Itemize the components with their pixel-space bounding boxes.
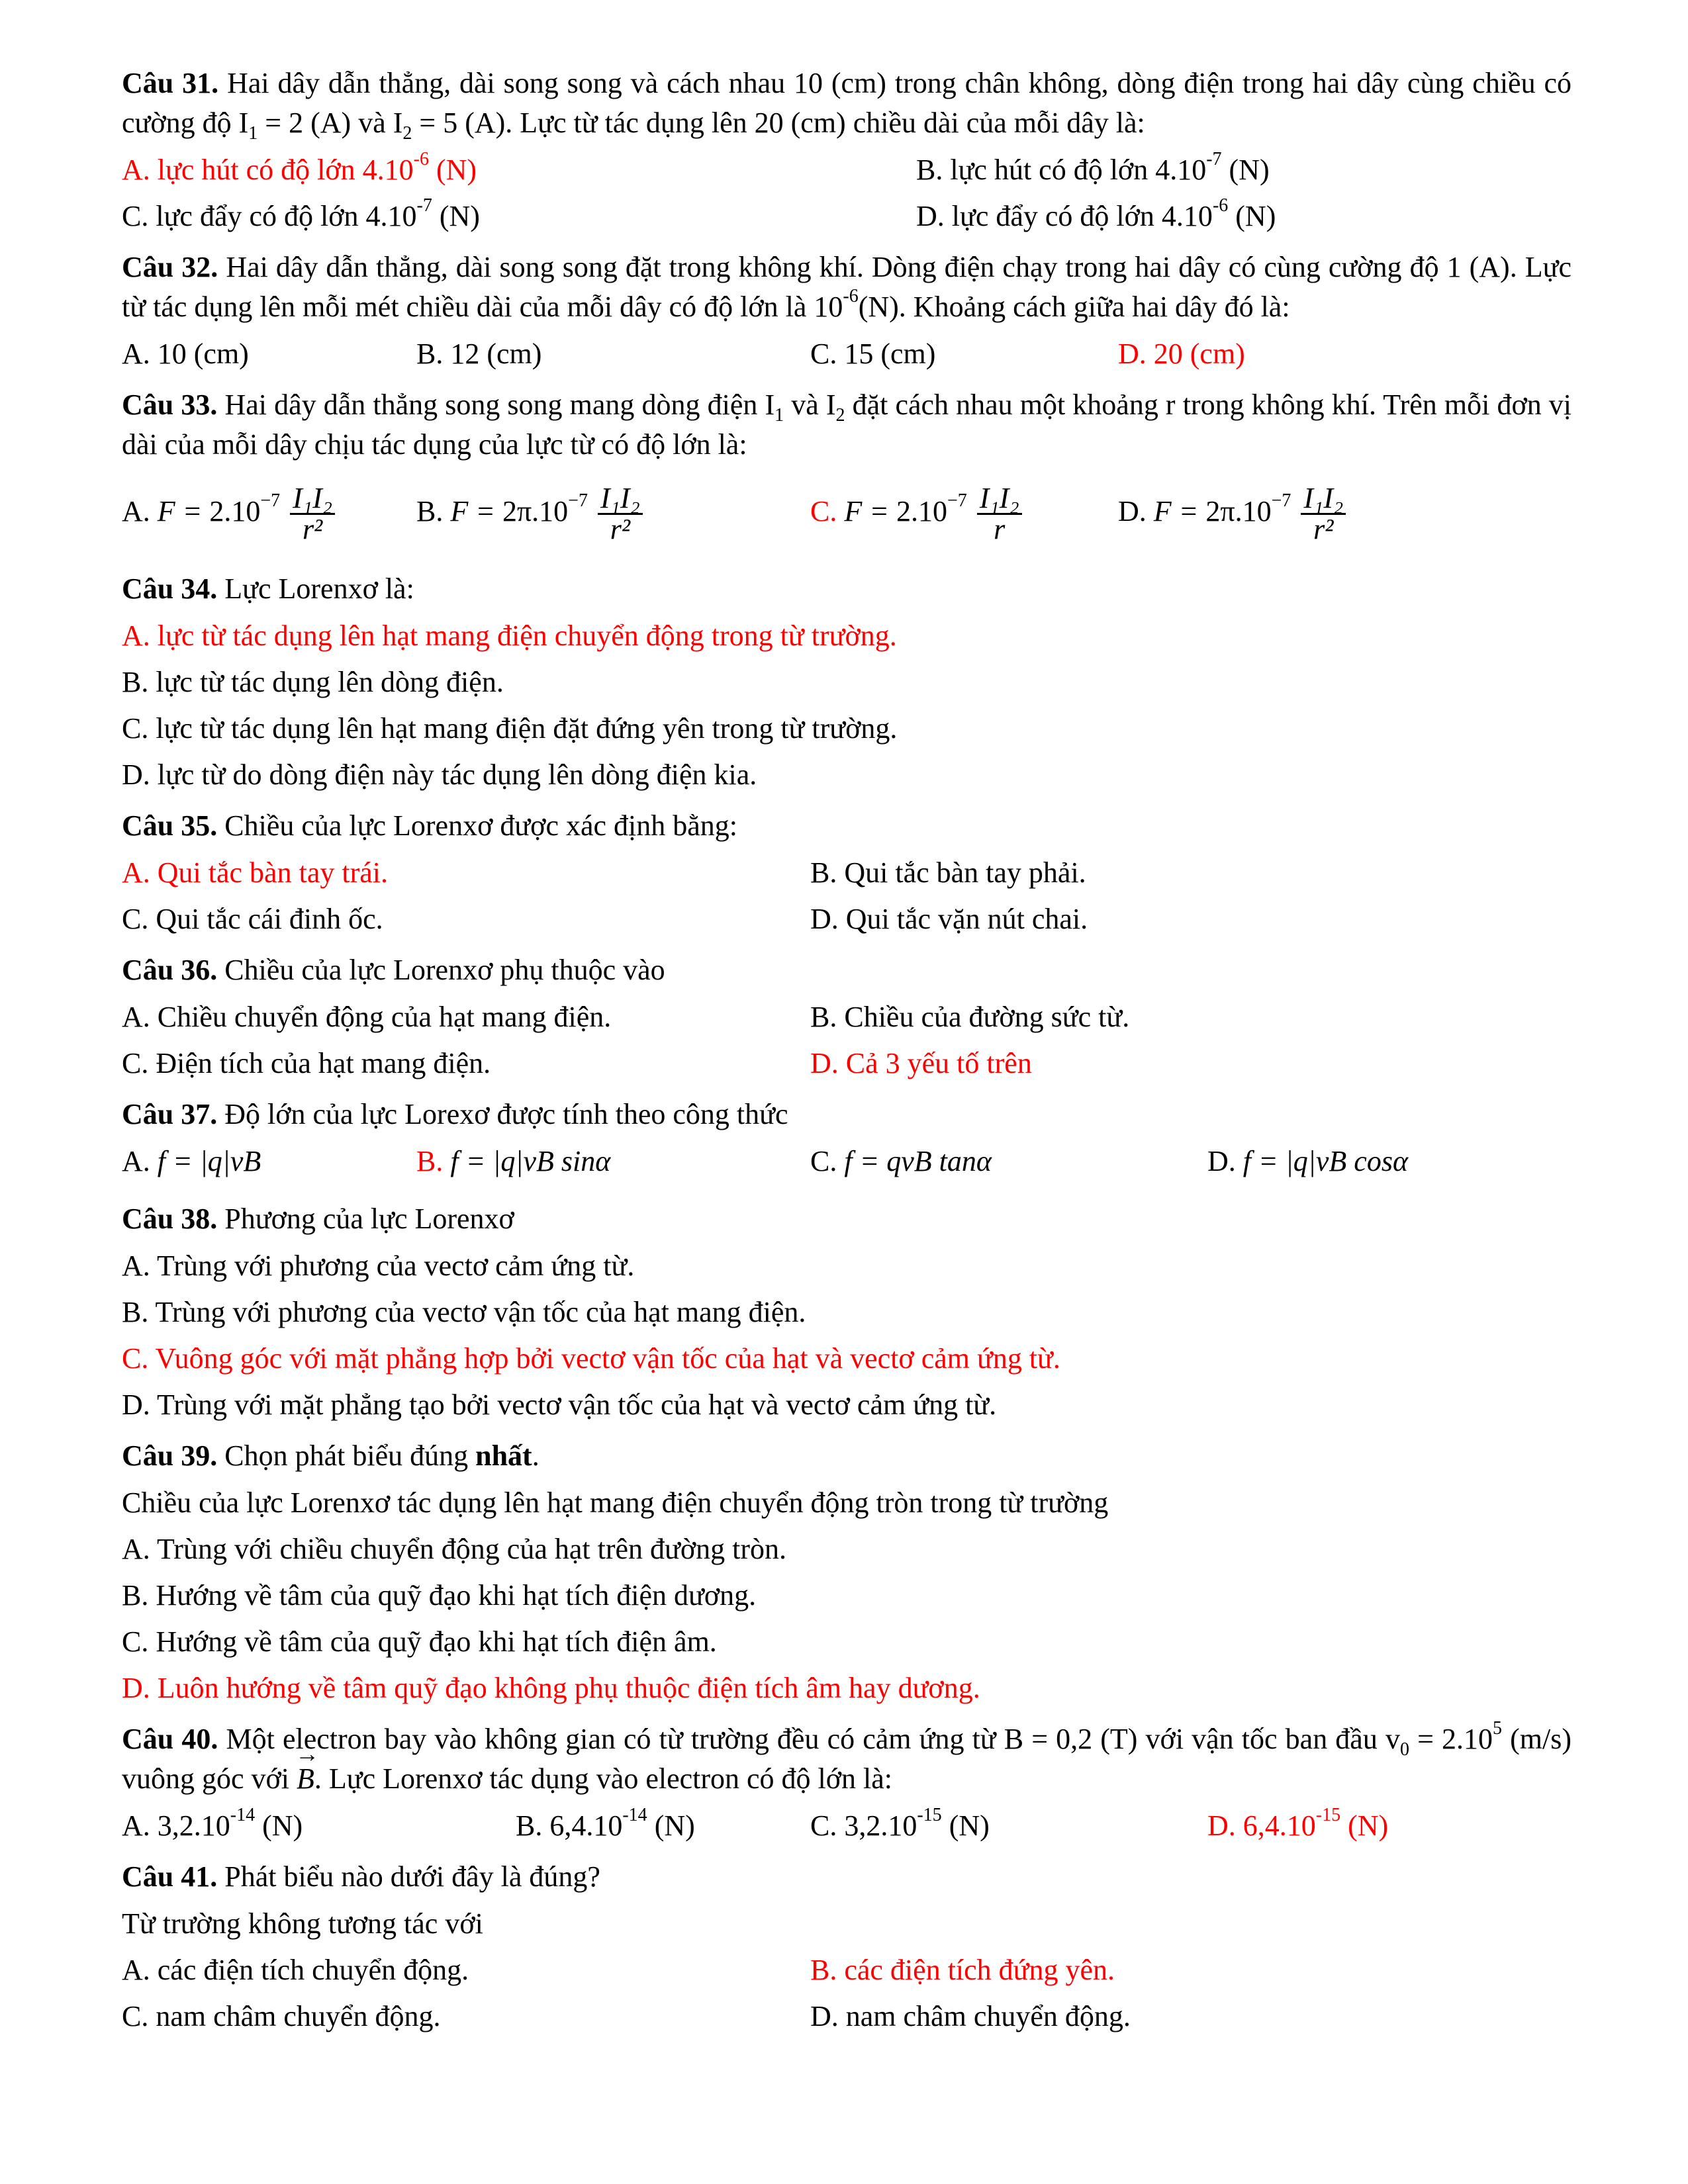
question-label: Câu 34. bbox=[122, 572, 218, 605]
option-d[interactable]: D. Cả 3 yếu tố trên bbox=[810, 1047, 1032, 1079]
option-d[interactable]: D. Qui tắc vặn nút chai. bbox=[810, 903, 1088, 935]
option-b[interactable]: B. 12 (cm) bbox=[416, 338, 542, 370]
option-c[interactable]: C. lực từ tác dụng lên hạt mang điện đặt đứng yên trong từ trường. bbox=[122, 712, 898, 745]
question-label: Câu 31. bbox=[122, 67, 219, 99]
option-d[interactable]: D. Luôn hướng về tâm quỹ đạo không phụ thuộc điện tích âm hay dương. bbox=[122, 1672, 980, 1704]
option-d[interactable]: D. $F = 2\pi.10^{-7}$ $\frac{\text{I₁I₂}}{\text{r²}}$ bbox=[1118, 482, 1348, 544]
question-32 bbox=[122, 248, 1571, 377]
option-b[interactable]: B. Trùng với phương của vectơ vận tốc của hạt mang điện. bbox=[122, 1296, 806, 1328]
question-label: Câu 32. bbox=[122, 251, 218, 283]
option-b[interactable]: B. $F = 2\pi.10^{-7}$ $\frac{\text{I₁I₂}}{\text{r²}}$ bbox=[416, 482, 645, 544]
question-39 bbox=[122, 1436, 1571, 1711]
option-a[interactable]: A. Chiều chuyển động của hạt mang điện. bbox=[122, 1001, 612, 1033]
option-b[interactable]: B. Hướng về tâm của quỹ đạo khi hạt tích điện dương. bbox=[122, 1579, 757, 1612]
question-37 bbox=[122, 1095, 1571, 1191]
option-a[interactable]: A. lực từ tác dụng lên hạt mang điện chuyển động trong từ trường. bbox=[122, 619, 897, 652]
question-41 bbox=[122, 1857, 1571, 2040]
question-stem: Câu 40. Một electron bay vào không gian có từ trường đều có cảm ứng từ B = 0,2 (T) với vận tốc ban đầu $v_0 = 2.10^5$ (m/s) vuông góc với → B. Lực Lorenxơ tác dụng vào electron có độ lớn là: bbox=[122, 1719, 1571, 1799]
question-40 bbox=[122, 1719, 1571, 1849]
option-a[interactable]: A. các điện tích chuyển động. bbox=[122, 1954, 469, 1986]
option-c[interactable]: C. f = qvB tanα bbox=[810, 1145, 992, 1177]
option-b[interactable]: B. các điện tích đứng yên. bbox=[810, 1954, 1115, 1986]
option-d[interactable]: D. Trùng với mặt phẳng tạo bởi vectơ vận tốc của hạt và vectơ cảm ứng từ. bbox=[122, 1388, 997, 1421]
option-a[interactable]: A. 10 (cm) bbox=[122, 338, 249, 370]
option-d[interactable]: D. nam châm chuyển động. bbox=[810, 2000, 1131, 2032]
vector-b-symbol: → B bbox=[297, 1759, 314, 1799]
question-label: Câu 36. bbox=[122, 954, 218, 986]
option-c[interactable]: C. Hướng về tâm của quỹ đạo khi hạt tích điện âm. bbox=[122, 1625, 717, 1658]
option-b[interactable]: B. Qui tắc bàn tay phải. bbox=[810, 856, 1086, 889]
option-b[interactable]: B. lực từ tác dụng lên dòng điện. bbox=[122, 666, 504, 698]
question-label: Câu 35. bbox=[122, 809, 218, 842]
option-a[interactable]: A. Trùng với phương của vectơ cảm ứng từ. bbox=[122, 1250, 635, 1282]
question-stem: Câu 32. Hai dây dẫn thẳng, dài song song đặt trong không khí. Dòng điện chạy trong hai dây có cùng cường độ 1 (A). Lực từ tác dụng lên mỗi mét chiều dài của mỗi dây có độ lớn là $10^{-6}(N)$. Khoảng cách giữa hai dây đó là: bbox=[122, 251, 1571, 323]
option-d[interactable]: D. f = |q|vB cosα bbox=[1207, 1145, 1409, 1177]
question-stem: Câu 37. Độ lớn của lực Lorexơ được tính theo công thức bbox=[122, 1098, 788, 1130]
question-stem: Câu 31. Hai dây dẫn thẳng, dài song song và cách nhau 10 (cm) trong chân không, dòng điện trong hai dây cùng chiều có cường độ $I_1 = 2$ (A) và $I_2 = 5$ (A). Lực từ tác dụng lên 20 (cm) chiều dài của mỗi dây là: bbox=[122, 67, 1572, 144]
question-38 bbox=[122, 1199, 1571, 1428]
option-c[interactable]: C. Vuông góc với mặt phẳng hợp bởi vectơ vận tốc của hạt và vectơ cảm ứng từ. bbox=[122, 1342, 1060, 1375]
question-label: Câu 39. bbox=[122, 1439, 218, 1472]
question-31 bbox=[122, 64, 1571, 240]
question-35 bbox=[122, 806, 1571, 942]
question-stem: Câu 36. Chiều của lực Lorenxơ phụ thuộc vào bbox=[122, 954, 665, 986]
option-b[interactable]: B. $6,4.10^{-14}$ (N) bbox=[516, 1805, 695, 1842]
option-d[interactable]: D. $6,4.10^{-15}$ (N) bbox=[1207, 1805, 1389, 1842]
option-a[interactable]: A. Trùng với chiều chuyển động của hạt trên đường tròn. bbox=[122, 1533, 787, 1565]
option-c[interactable]: C. Điện tích của hạt mang điện. bbox=[122, 1047, 491, 1079]
question-36 bbox=[122, 950, 1571, 1087]
question-stem: Câu 38. Phương của lực Lorenxơ bbox=[122, 1203, 514, 1235]
option-c[interactable]: C. Qui tắc cái đinh ốc. bbox=[122, 903, 383, 935]
question-label: Câu 41. bbox=[122, 1860, 218, 1893]
question-label: Câu 38. bbox=[122, 1203, 218, 1235]
question-stem: Câu 41. Phát biểu nào dưới đây là đúng? bbox=[122, 1860, 600, 1893]
option-d[interactable]: D. lực đẩy có độ lớn $4.10^{-6}$ (N) bbox=[916, 195, 1276, 232]
worksheet-page bbox=[122, 56, 1571, 2040]
question-33 bbox=[122, 385, 1571, 561]
question-stem: Câu 35. Chiều của lực Lorenxơ được xác định bằng: bbox=[122, 809, 738, 842]
option-d[interactable]: D. lực từ do dòng điện này tác dụng lên dòng điện kia. bbox=[122, 758, 757, 791]
question-substem: Từ trường không tương tác với bbox=[122, 1907, 483, 1940]
option-c[interactable]: C. 15 (cm) bbox=[810, 338, 936, 370]
option-a[interactable]: A. $F = 2.10^{-7}$ $\frac{\text{I₁I₂}}{\text{r²}}$ bbox=[122, 482, 338, 544]
option-c[interactable]: C. lực đẩy có độ lớn $4.10^{-7}$ (N) bbox=[122, 195, 480, 232]
option-a[interactable]: A. $3,2.10^{-14}$ (N) bbox=[122, 1805, 303, 1842]
option-a[interactable]: A. Qui tắc bàn tay trái. bbox=[122, 856, 388, 889]
option-b[interactable]: B. f = |q|vB sinα bbox=[416, 1145, 611, 1177]
option-b[interactable]: B. Chiều của đường sức từ. bbox=[810, 1001, 1130, 1033]
option-c[interactable]: C. $3,2.10^{-15}$ (N) bbox=[810, 1805, 990, 1842]
question-stem: Câu 39. Chọn phát biểu đúng nhất. bbox=[122, 1439, 539, 1472]
option-b[interactable]: B. lực hút có độ lớn $4.10^{-7}$ (N) bbox=[916, 149, 1270, 186]
option-a[interactable]: A. lực hút có độ lớn $4.10^{-6}$ (N) bbox=[122, 149, 477, 186]
question-label: Câu 37. bbox=[122, 1098, 218, 1130]
option-d[interactable]: D. 20 (cm) bbox=[1118, 338, 1245, 370]
question-stem: Câu 34. Lực Lorenxơ là: bbox=[122, 572, 414, 605]
option-c[interactable]: C. nam châm chuyển động. bbox=[122, 2000, 441, 2032]
option-a[interactable]: A. f = |q|vB bbox=[122, 1145, 261, 1177]
question-label: Câu 40. bbox=[122, 1723, 218, 1755]
question-stem: Câu 33. Hai dây dẫn thẳng song song mang dòng điện $I_1$ và $I_2$ đặt cách nhau một khoảng r trong không khí. Trên mỗi đơn vị dài của mỗi dây chịu tác dụng của lực từ có độ lớn là: bbox=[122, 388, 1572, 461]
question-label: Câu 33. bbox=[122, 388, 218, 421]
option-c[interactable]: C. $F = 2.10^{-7}$ $\frac{\text{I₁I₂}}{r}$ bbox=[810, 482, 1025, 544]
question-substem: Chiều của lực Lorenxơ tác dụng lên hạt mang điện chuyển động tròn trong từ trường bbox=[122, 1486, 1109, 1519]
question-34 bbox=[122, 569, 1571, 798]
